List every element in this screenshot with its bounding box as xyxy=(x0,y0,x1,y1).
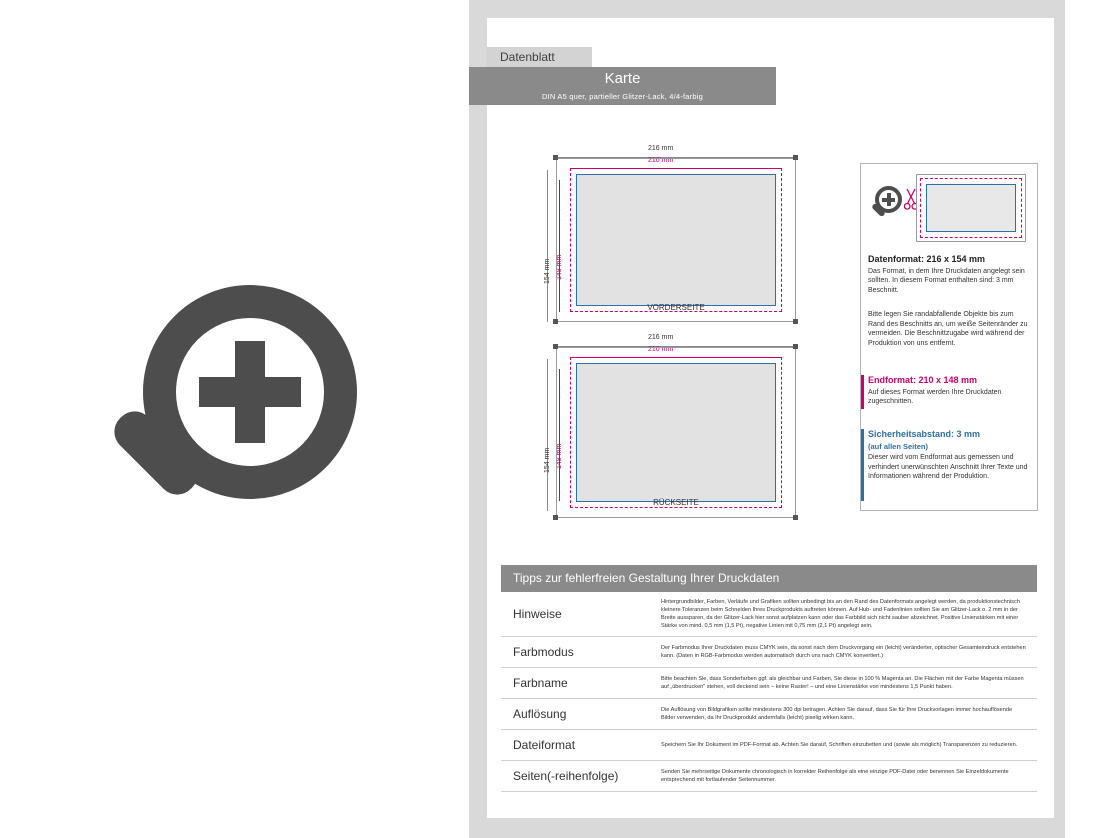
page-bottom-band xyxy=(469,818,1065,838)
magnifier-plus-icon xyxy=(100,285,360,550)
tips-row-text: Der Farbmodus Ihrer Druckdaten muss CMYK sein, da sonst nach dem Druckvorgang ein (leicht) veränderter, optischer Gesamteindruck entstehen kann. (Daten in RGB-Farbmodus werden automatisch durch uns nach CMYK konvertiert.) xyxy=(661,645,1026,659)
legend-final-format xyxy=(868,376,1030,407)
tips-row-text: Senden Sie mehrseitige Dokumente chronologisch in korrekter Reihenfolge als eine einzige PDF-Datei oder benennen Sie Einzeldokumente entsprechend mit fortlaufender Seitennummer. xyxy=(661,769,1009,783)
front-corner-tl xyxy=(553,155,558,160)
front-bleed-height-label: 154 mm xyxy=(544,258,551,284)
legend-safety-subheading: (auf allen Seiten) xyxy=(868,441,929,451)
legend-thumbnail xyxy=(868,170,1030,248)
back-safety-box xyxy=(576,363,776,502)
legend-data-format-note: Bitte legen Sie randabfallende Objekte bis zum Rand des Beschnitts an, um weiße Seitenränder zu vermeiden. Die Beschnittzugabe wird während der Produktion von uns entfernt. xyxy=(868,311,1028,347)
table-row xyxy=(501,761,1037,792)
back-bleed-height-label: 154 mm xyxy=(544,447,551,473)
back-corner-tl xyxy=(553,344,558,349)
back-trim-height-label: 148 mm xyxy=(556,443,563,469)
tips-header: Tipps zur fehlerfreien Gestaltung Ihrer Druckdaten xyxy=(501,565,1037,592)
tips-table xyxy=(501,592,1037,792)
page-left-band xyxy=(469,0,487,838)
tips-row-label: Auflösung xyxy=(513,707,567,721)
back-trim-width-label: 210 mm xyxy=(648,346,674,353)
back-corner-br xyxy=(793,515,798,520)
legend-thumb-safety-box xyxy=(926,184,1016,232)
legend-safety-bar xyxy=(861,429,864,501)
front-corner-bl xyxy=(553,319,558,324)
tips-row-text: Speichern Sie Ihr Dokument im PDF-Format ab. Achten Sie darauf, Schriften einzubetten und (sowie als möglich) Transparenzen zu reduzieren. xyxy=(661,742,1018,748)
table-row xyxy=(501,699,1037,730)
page-title: Karte xyxy=(604,70,641,87)
tips-row-label: Farbmodus xyxy=(513,645,574,659)
tips-row-label: Seiten(-reihenfolge) xyxy=(513,769,619,783)
page-top-band xyxy=(469,0,1065,18)
legend-final-format-body: Auf dieses Format werden Ihre Druckdaten zugeschnitten. xyxy=(868,388,1002,405)
front-caption: VORDERSEITE xyxy=(647,303,705,312)
front-bleed-width-label: 216 mm xyxy=(648,145,674,152)
back-bleed-width-label: 216 mm xyxy=(648,334,674,341)
legend-safety-heading: Sicherheitsabstand: 3 mm xyxy=(868,429,981,439)
tips-row-label: Hinweise xyxy=(513,607,562,621)
table-row xyxy=(501,592,1037,637)
legend-data-format-body: Das Format, in dem Ihre Druckdaten angelegt sein sollten. In diesem Format enthalten sind: 3 mm Beschnitt. xyxy=(868,267,1025,294)
tips-row-text: Bitte beachten Sie, dass Sonderfarben ggf. als gleichbar und Farben, Sie diese in 100 % Magenta an. Die Flächen mit der Farbe Magenta müssen auf „überdrucken“ stehen, voll deckend sein – keine Raster! – und eine Linienstärke von mindestens 1,5 Punkt haben. xyxy=(661,676,1024,690)
tips-row-text: Hintergrundbilder, Farben, Verläufe und Grafiken sollten unbedingt bis an den Rand des Datenformats angelegt werden, da produktionstechnisch kleinere Toleranzen beim Schneiden Ihres Druckprodukts auftreten können. Auf Hub- und Fadenlinien sollten Sie am Glitzer-Lack o. 2 mm in der Breite aussparen, da der Glitzer-Lack hier sonst aufplatzen kann oder das Farbbild sich nicht sauber abzeichnet. Positive Linienstärken mit einer Stärke von mind. 0,5 mm (1,5 Pt), negative Linien mit 0,75 mm (2,1 Pt) angelegt sein. xyxy=(661,599,1020,629)
back-corner-bl xyxy=(553,515,558,520)
page-right-band xyxy=(1054,0,1065,838)
legend-final-format-heading: Endformat: 210 x 148 mm xyxy=(868,375,978,385)
front-corner-tr xyxy=(793,155,798,160)
legend-safety-body: Dieser wird vom Endformat aus gemessen und verhindert unerwünschten Anschnitt Ihrer Texte und Informationen während der Produktion. xyxy=(868,454,1028,480)
page-subtitle: DIN A5 quer, partieller Glitzer-Lack, 4/4-farbig xyxy=(542,92,703,101)
back-bleed-height-dimline xyxy=(547,359,548,511)
back-caption: RÜCKSEITE xyxy=(653,498,699,507)
front-corner-br xyxy=(793,319,798,324)
table-row xyxy=(501,730,1037,761)
magnifier-plus-icon-small xyxy=(870,186,904,222)
front-safety-box xyxy=(576,174,776,306)
magnifier-plus-horizontal-icon xyxy=(199,377,301,407)
front-trim-width-label: 210 mm xyxy=(648,157,674,164)
table-row xyxy=(501,637,1037,668)
table-row xyxy=(501,668,1037,699)
legend-data-format-heading: Datenformat: 216 x 154 mm xyxy=(868,254,986,264)
legend-data-format xyxy=(868,255,1030,295)
tips-row-text: Die Auflösung von Bildgrafiken sollte mindestens 300 dpi betragen. Achten Sie darauf, dass Sie für Ihre Druckvorlagen immer hochauflösende Bilder verwenden, da Ihr Druckprodukt andernfalls (leicht) pixelig wirken kann. xyxy=(661,707,1013,721)
back-corner-tr xyxy=(793,344,798,349)
legend-final-format-bar xyxy=(861,375,864,409)
tips-row-label: Dateiformat xyxy=(513,738,576,752)
legend-safety xyxy=(868,430,1030,482)
front-bleed-height-dimline xyxy=(547,170,548,322)
front-trim-height-label: 148 mm xyxy=(556,254,563,280)
tab-datenblatt[interactable]: Datenblatt xyxy=(486,47,592,67)
tips-row-label: Farbname xyxy=(513,676,568,690)
magnifier-plus-horizontal-icon-small xyxy=(882,198,895,202)
